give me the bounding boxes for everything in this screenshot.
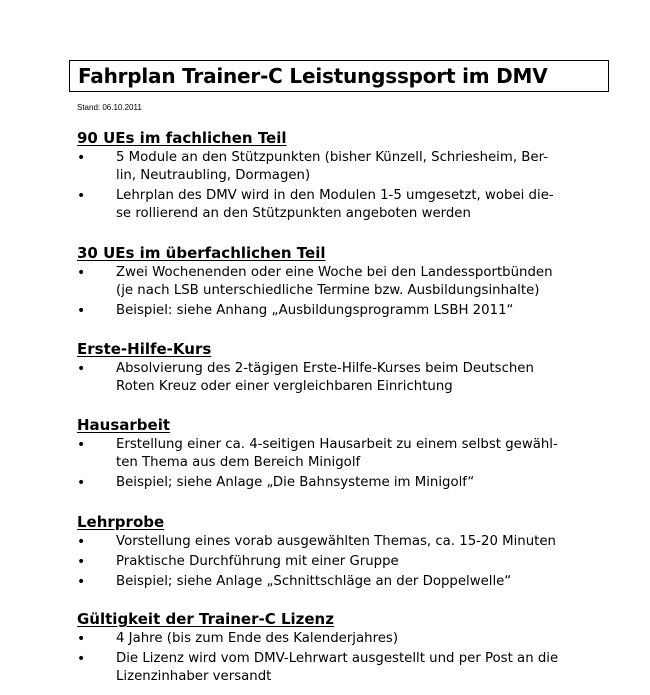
section-heading: Hausarbeit (77, 416, 171, 434)
list-item (77, 302, 617, 320)
bullet-icon: • (77, 361, 86, 377)
list-item-text: Beispiel; siehe Anlage „Schnittschläge an der Doppelwelle“ (116, 574, 512, 589)
bullet-icon: • (77, 188, 86, 204)
section-heading: 90 UEs im fachlichen Teil (77, 129, 287, 147)
section-lehrprobe (77, 513, 617, 593)
bullet-icon: • (77, 534, 86, 550)
section-gueltigkeit (77, 610, 617, 688)
bullet-icon: • (77, 265, 86, 281)
bullet-icon: • (77, 631, 86, 647)
list-item (77, 630, 617, 648)
bullet-icon: • (77, 651, 86, 667)
list-item-text: Zwei Wochenenden oder eine Woche bei den Landessportbünden (je nach LSB unterschiedliche Termine bzw. Ausbildungsinhalte) (116, 265, 553, 298)
list-item (77, 360, 617, 396)
bullet-list (77, 533, 617, 591)
list-item-text: Vorstellung eines vorab ausgewählten Themas, ca. 15-20 Minuten (116, 534, 556, 549)
list-item-text: Lehrplan des DMV wird in den Modulen 1-5 umgesetzt, wobei die- se rollierend an den Stützpunkten angeboten werden (116, 188, 554, 221)
bullet-icon: • (77, 554, 86, 570)
list-item-text: Die Lizenz wird vom DMV-Lehrwart ausgestellt und per Post an die Lizenzinhaber versandt (116, 651, 559, 684)
document-title: Fahrplan Trainer-C Leistungssport im DMV (69, 60, 609, 92)
list-item (77, 474, 617, 492)
bullet-icon: • (77, 437, 86, 453)
bullet-list (77, 436, 617, 492)
bullet-list (77, 630, 617, 686)
list-item-text: 4 Jahre (bis zum Ende des Kalenderjahres) (116, 631, 399, 646)
list-item (77, 573, 617, 591)
list-item (77, 264, 617, 300)
section-fachlicher-teil (77, 129, 617, 225)
list-item (77, 187, 617, 223)
list-item-text: Beispiel; siehe Anlage „Die Bahnsysteme im Minigolf“ (116, 475, 475, 490)
bullet-list (77, 264, 617, 320)
section-heading: 30 UEs im überfachlichen Teil (77, 244, 326, 262)
section-heading: Lehrprobe (77, 513, 165, 531)
bullet-icon: • (77, 303, 86, 319)
section-erste-hilfe (77, 340, 617, 398)
list-item (77, 436, 617, 472)
list-item-text: 5 Module an den Stützpunkten (bisher Künzell, Schriesheim, Ber- lin, Neutraubling, Dormagen) (116, 150, 548, 183)
list-item (77, 553, 617, 571)
section-heading: Erste-Hilfe-Kurs (77, 340, 212, 358)
bullet-icon: • (77, 150, 86, 166)
bullet-list (77, 360, 617, 396)
section-hausarbeit (77, 416, 617, 494)
bullet-list (77, 149, 617, 223)
stand-date: Stand: 06.10.2011 (77, 103, 142, 112)
list-item (77, 650, 617, 686)
list-item-text: Beispiel: siehe Anhang „Ausbildungsprogramm LSBH 2011“ (116, 303, 514, 318)
bullet-icon: • (77, 574, 86, 590)
list-item-text: Praktische Durchführung mit einer Gruppe (116, 554, 399, 569)
section-heading: Gültigkeit der Trainer-C Lizenz (77, 610, 334, 628)
list-item-text: Erstellung einer ca. 4-seitigen Hausarbeit zu einem selbst gewähl- ten Thema aus dem Bereich Minigolf (116, 437, 558, 470)
list-item (77, 533, 617, 551)
list-item-text: Absolvierung des 2-tägigen Erste-Hilfe-Kurses beim Deutschen Roten Kreuz oder einer vergleichbaren Einrichtung (116, 361, 534, 394)
section-ueberfachlicher-teil (77, 244, 617, 322)
bullet-icon: • (77, 475, 86, 491)
list-item (77, 149, 617, 185)
